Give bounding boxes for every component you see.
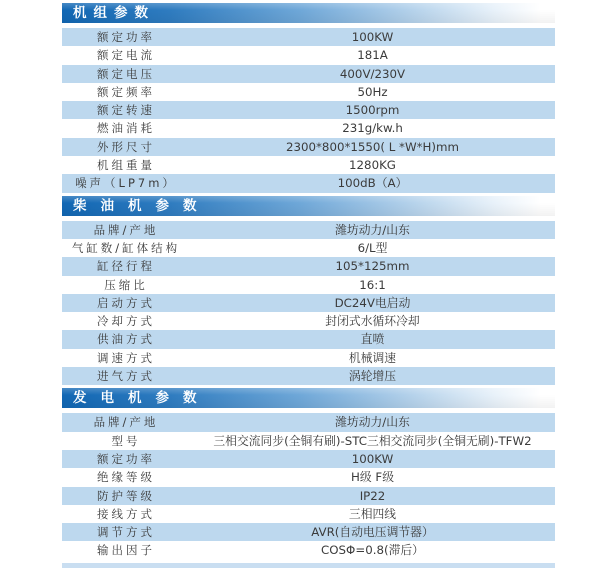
spec-label: 机组重量 xyxy=(97,158,155,173)
spec-value: IP22 xyxy=(359,488,386,503)
section-header xyxy=(62,3,555,23)
spec-row xyxy=(62,174,555,192)
spec-row xyxy=(62,239,555,257)
spec-row xyxy=(62,312,555,330)
spec-value: 231g/kw.h xyxy=(342,121,403,136)
spec-row xyxy=(62,46,555,64)
section-header xyxy=(62,196,555,216)
spec-value: 105*125mm xyxy=(335,259,410,274)
spec-value: 6/L型 xyxy=(357,240,388,255)
spec-value: 封闭式水循环冷却 xyxy=(325,314,420,329)
spec-value: 直喷 xyxy=(360,332,385,347)
spec-row xyxy=(62,156,555,174)
spec-value: COSΦ=0.8(滞后） xyxy=(321,543,424,558)
spec-row xyxy=(62,523,555,541)
spec-label: 冷却方式 xyxy=(97,314,155,329)
spec-label: 品牌/产地 xyxy=(93,222,159,237)
spec-value: 三相交流同步(全铜有刷)-STC三相交流同步(全铜无刷)-TFW2 xyxy=(213,433,532,448)
spec-label: 启动方式 xyxy=(97,295,155,310)
spec-value: H级 F级 xyxy=(351,470,394,485)
spec-row xyxy=(62,349,555,367)
spec-value: 100KW xyxy=(351,30,394,44)
spec-label: 额定电流 xyxy=(97,48,155,63)
section-title: 柴油机参数 xyxy=(73,197,211,214)
section-rows xyxy=(62,413,555,559)
spec-label: 额定电压 xyxy=(97,66,155,81)
spec-value: 50Hz xyxy=(357,84,388,99)
spec-label: 供油方式 xyxy=(97,332,155,347)
spec-value: 涡轮增压 xyxy=(348,369,397,384)
spec-value: AVR(自动电压调节器） xyxy=(311,525,434,540)
spec-row xyxy=(62,487,555,505)
section-title: 机组参数 xyxy=(73,5,155,21)
spec-label: 型号 xyxy=(111,433,141,448)
spec-row xyxy=(62,330,555,348)
spec-label: 额定功率 xyxy=(97,451,155,466)
spec-label: 额定转速 xyxy=(97,103,155,118)
section-generator-parameters xyxy=(62,388,555,559)
spec-label: 接线方式 xyxy=(97,506,155,521)
spec-label: 噪声（LP7m） xyxy=(75,176,177,191)
spec-row xyxy=(62,221,555,239)
spec-value: 16:1 xyxy=(359,277,386,292)
spec-value: DC24V电启动 xyxy=(334,295,411,310)
spec-row xyxy=(62,541,555,559)
spec-sections xyxy=(62,3,555,560)
spec-label: 防护等级 xyxy=(97,488,155,503)
spec-label: 额定功率 xyxy=(97,30,155,44)
spec-label: 绝缘等级 xyxy=(97,470,155,485)
spec-value: 2300*800*1550( L *W*H)mm xyxy=(286,139,459,154)
spec-label: 外形尺寸 xyxy=(97,139,155,154)
spec-label: 进气方式 xyxy=(97,369,155,384)
spec-label: 额定频率 xyxy=(97,84,155,99)
spec-row xyxy=(62,450,555,468)
section-header xyxy=(62,388,555,408)
spec-label: 气缸数/缸体结构 xyxy=(71,240,181,255)
section-rows xyxy=(62,221,555,386)
section-unit-parameters xyxy=(62,3,555,193)
spec-row xyxy=(62,468,555,486)
section-rows xyxy=(62,28,555,193)
spec-label: 品牌/产地 xyxy=(93,415,159,430)
spec-row xyxy=(62,119,555,137)
spec-value: 400V/230V xyxy=(339,66,406,81)
spec-row xyxy=(62,294,555,312)
spec-label: 缸径行程 xyxy=(97,259,155,274)
spec-value: 潍坊动力/山东 xyxy=(335,415,410,430)
spec-row xyxy=(62,138,555,156)
spec-row xyxy=(62,101,555,119)
spec-label: 调速方式 xyxy=(97,350,155,365)
spec-row xyxy=(62,367,555,385)
spec-value: 181A xyxy=(357,48,388,63)
spec-value: 1280KG xyxy=(349,158,396,173)
section-diesel-engine-parameters xyxy=(62,196,555,386)
spec-value: 100dB（A） xyxy=(337,176,408,191)
spec-label: 压缩比 xyxy=(104,277,148,292)
spec-label: 输出因子 xyxy=(97,543,155,558)
spec-row xyxy=(62,65,555,83)
spec-row xyxy=(62,505,555,523)
spec-value: 100KW xyxy=(351,451,394,466)
spec-value: 机械调速 xyxy=(348,350,397,365)
spec-row xyxy=(62,257,555,275)
spec-row xyxy=(62,413,555,431)
spec-value: 三相四线 xyxy=(348,506,397,521)
spec-row xyxy=(62,432,555,450)
spec-row xyxy=(62,276,555,294)
spec-row xyxy=(62,83,555,101)
spec-row xyxy=(62,28,555,46)
spec-sheet xyxy=(62,0,555,568)
bottom-accent-bar xyxy=(62,563,555,568)
spec-label: 调节方式 xyxy=(97,525,155,540)
spec-value: 潍坊动力/山东 xyxy=(335,222,410,237)
section-title: 发电机参数 xyxy=(73,390,211,407)
spec-value: 1500rpm xyxy=(345,103,400,118)
spec-label: 燃油消耗 xyxy=(97,121,155,136)
